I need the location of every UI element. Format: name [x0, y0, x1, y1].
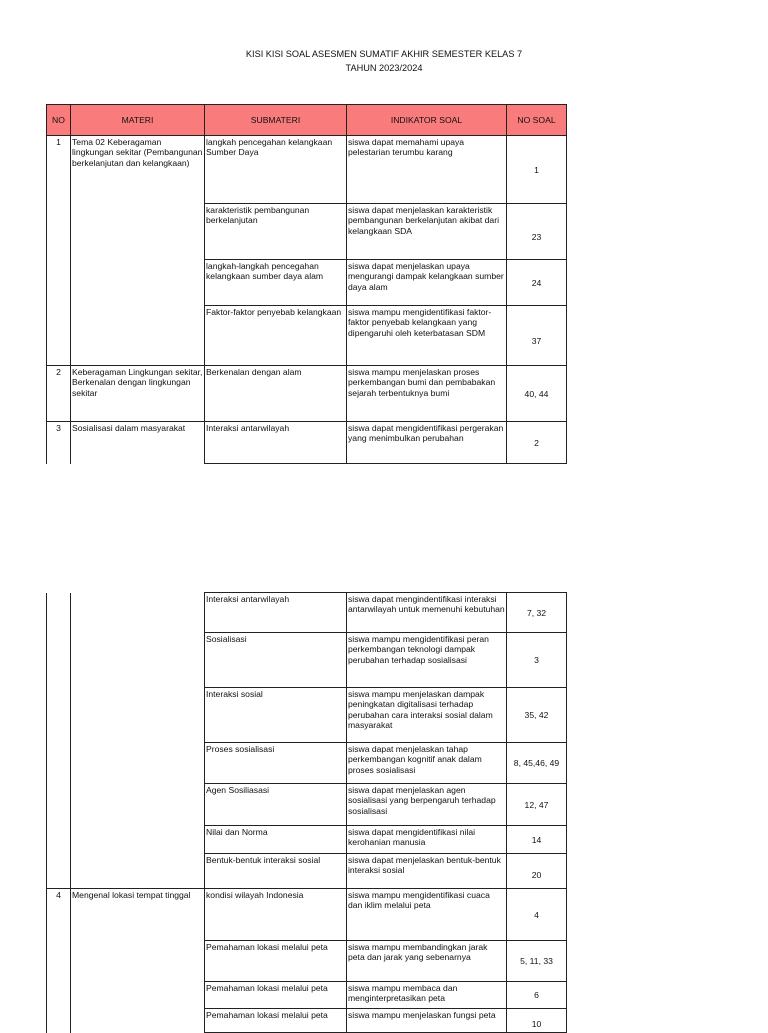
table-row: [47, 593, 567, 633]
header-materi: MATERI: [71, 105, 205, 136]
row-no: 1: [47, 136, 71, 366]
row-submateri: Pemahaman lokasi melalui peta: [205, 941, 347, 982]
row-no-continued: [47, 593, 71, 889]
row-indikator: siswa mampu membandingkan jarak peta dan jarak yang sebenarnya: [347, 941, 507, 982]
row-submateri: Interaksi antarwilayah: [205, 593, 347, 633]
table-header-row: [47, 105, 567, 136]
table-row: [47, 366, 567, 422]
row-nosoal: 12, 47: [507, 784, 567, 826]
row-submateri: Bentuk-bentuk interaksi sosial: [205, 854, 347, 889]
row-indikator: siswa dapat mengidentifikasi pergerakan yang menimbulkan perubahan: [347, 422, 507, 464]
row-indikator: siswa mampu membaca dan menginterpretasikan peta: [347, 982, 507, 1009]
row-nosoal: 3: [507, 633, 567, 688]
row-nosoal: 5, 11, 33: [507, 941, 567, 982]
table-row: [47, 422, 567, 464]
row-nosoal: 4: [507, 889, 567, 941]
row-submateri: Nilai dan Norma: [205, 826, 347, 854]
row-nosoal: 10: [507, 1009, 567, 1033]
row-nosoal: 1: [507, 136, 567, 204]
kisi-kisi-table-page2: [46, 592, 567, 1033]
row-submateri: karakteristik pembangunan berkelanjutan: [205, 204, 347, 260]
row-indikator: siswa dapat memahami upaya pelestarian terumbu karang: [347, 136, 507, 204]
row-nosoal: 2: [507, 422, 567, 464]
row-materi-continued: [71, 593, 205, 889]
row-submateri: langkah-langkah pencegahan kelangkaan sumber daya alam: [205, 260, 347, 306]
row-no: 4: [47, 889, 71, 1033]
row-nosoal: 8, 45,46, 49: [507, 743, 567, 784]
row-indikator: siswa mampu mengidentifikasi faktor-faktor penyebab kelangkaan yang dipengaruhi oleh keterbatasan SDM: [347, 306, 507, 366]
header-submateri: SUBMATERI: [205, 105, 347, 136]
row-submateri: Sosialisasi: [205, 633, 347, 688]
row-indikator: siswa dapat mengindentifikasi interaksi antarwilayah untuk memenuhi kebutuhan: [347, 593, 507, 633]
row-indikator: siswa mampu menjelaskan dampak peningkatan digitalisasi terhadap perubahan cara interaksi sosial dalam masyarakat: [347, 688, 507, 743]
header-indikator: INDIKATOR SOAL: [347, 105, 507, 136]
header-no: NO: [47, 105, 71, 136]
header-nosoal: NO SOAL: [507, 105, 567, 136]
row-materi: Tema 02 Keberagaman lingkungan sekitar (Pembangunan berkelanjutan dan kelangkaan): [71, 136, 205, 366]
row-nosoal: 40, 44: [507, 366, 567, 422]
row-indikator: siswa dapat menjelaskan agen sosialisasi yang berpengaruh terhadap sosialisasi: [347, 784, 507, 826]
row-nosoal: 35, 42: [507, 688, 567, 743]
row-indikator: siswa dapat menjelaskan tahap perkembangan kognitif anak dalam proses sosialisasi: [347, 743, 507, 784]
row-indikator: siswa mampu menjelaskan fungsi peta: [347, 1009, 507, 1033]
row-nosoal: 7, 32: [507, 593, 567, 633]
row-indikator: siswa dapat menjelaskan bentuk-bentuk interaksi sosial: [347, 854, 507, 889]
row-no: 3: [47, 422, 71, 464]
row-submateri: Faktor-faktor penyebab kelangkaan: [205, 306, 347, 366]
row-submateri: Interaksi sosial: [205, 688, 347, 743]
row-nosoal: 23: [507, 204, 567, 260]
document-year: TAHUN 2023/2024: [345, 63, 423, 73]
row-submateri: Agen Sosiliasasi: [205, 784, 347, 826]
row-nosoal: 6: [507, 982, 567, 1009]
row-nosoal: 24: [507, 260, 567, 306]
row-submateri: langkah pencegahan kelangkaan Sumber Daya: [205, 136, 347, 204]
row-indikator: siswa dapat menjelaskan karakteristik pembangunan berkelanjutan akibat dari kelangkaan SDA: [347, 204, 507, 260]
row-materi: Keberagaman Lingkungan sekitar, Berkenalan dengan lingkungan sekitar: [71, 366, 205, 422]
row-indikator: siswa mampu mengidentifikasi cuaca dan iklim melalui peta: [347, 889, 507, 941]
row-no: 2: [47, 366, 71, 422]
row-indikator: siswa dapat mengidentifikasi nilai kerohanian manusia: [347, 826, 507, 854]
row-submateri: Pemahaman lokasi melalui peta: [205, 1009, 347, 1033]
row-indikator: siswa mampu menjelaskan proses perkembangan bumi dan pembabakan sejarah terbentuknya bumi: [347, 366, 507, 422]
table-row: [47, 889, 567, 941]
row-indikator: siswa dapat menjelaskan upaya mengurangi dampak kelangkaan sumber daya alam: [347, 260, 507, 306]
document-title: KISI KISI SOAL ASESMEN SUMATIF AKHIR SEMESTER KELAS 7: [245, 49, 523, 59]
kisi-kisi-table-page1: [46, 104, 567, 464]
row-indikator: siswa mampu mengidentifikasi peran perkembangan teknologi dampak perubahan terhadap sosialisasi: [347, 633, 507, 688]
row-submateri: Interaksi antarwilayah: [205, 422, 347, 464]
row-materi: Sosialisasi dalam masyarakat: [71, 422, 205, 464]
row-submateri: Proses sosialisasi: [205, 743, 347, 784]
table-row: [47, 136, 567, 204]
row-submateri: Pemahaman lokasi melalui peta: [205, 982, 347, 1009]
row-submateri: Berkenalan dengan alam: [205, 366, 347, 422]
row-nosoal: 14: [507, 826, 567, 854]
row-materi: Mengenal lokasi tempat tinggal: [71, 889, 205, 1033]
row-nosoal: 37: [507, 306, 567, 366]
row-submateri: kondisi wilayah Indonesia: [205, 889, 347, 941]
row-nosoal: 20: [507, 854, 567, 889]
